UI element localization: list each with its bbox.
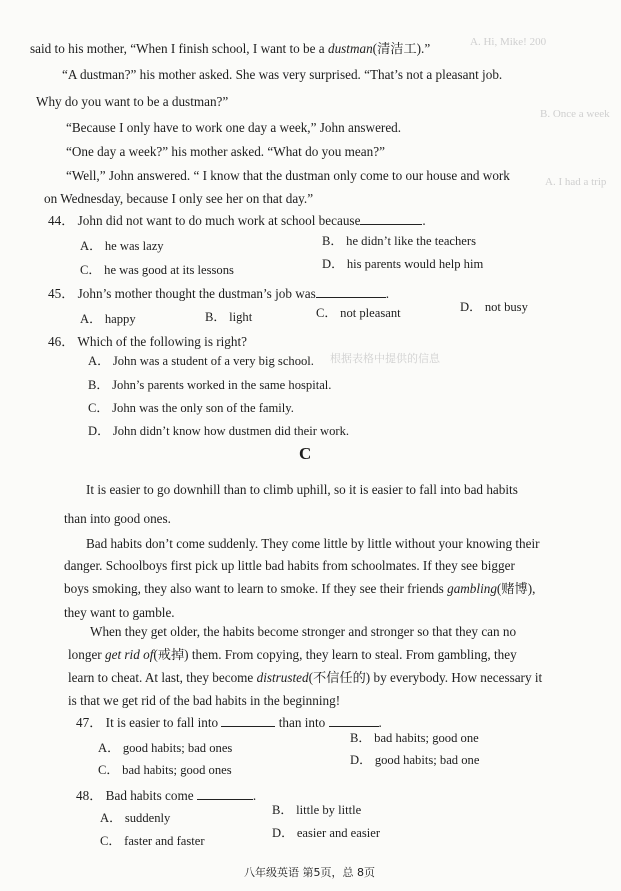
option-44-c[interactable]: C． he was good at its lessons bbox=[80, 263, 234, 277]
show-through-text: 根据表格中提供的信息 bbox=[330, 353, 440, 365]
passage-heading: C bbox=[299, 444, 312, 463]
passage-line: boys smoking, they also want to learn to smoke. If they see their friends gambling(赌博), bbox=[64, 581, 536, 596]
passage-line: When they get older, the habits become stronger and stronger so that they can no bbox=[90, 624, 517, 639]
show-through-text: B. Once a week bbox=[540, 108, 610, 120]
passage-line: they want to gamble. bbox=[64, 605, 175, 620]
passage-line: Why do you want to be a dustman?” bbox=[36, 94, 229, 109]
answer-blank[interactable] bbox=[316, 285, 386, 298]
option-46-c[interactable]: C． John was the only son of the family. bbox=[88, 401, 294, 415]
option-45-b[interactable]: B． light bbox=[205, 310, 253, 324]
answer-blank[interactable] bbox=[221, 714, 275, 727]
option-46-b[interactable]: B． John’s parents worked in the same hospital. bbox=[88, 378, 332, 392]
option-44-a[interactable]: A． he was lazy bbox=[80, 239, 164, 253]
question-47: 47． It is easier to fall into than into . bbox=[76, 715, 382, 730]
option-45-a[interactable]: A． happy bbox=[80, 312, 136, 326]
option-47-b[interactable]: B． bad habits; good one bbox=[350, 731, 479, 745]
option-48-d[interactable]: D． easier and easier bbox=[272, 826, 381, 840]
question-44: 44． John did not want to do much work at school because . bbox=[48, 213, 426, 228]
answer-blank[interactable] bbox=[197, 787, 253, 800]
show-through-text: A. Hi, Mike! 200 bbox=[470, 36, 547, 48]
show-through-text: A. I had a trip bbox=[545, 176, 607, 188]
answer-blank[interactable] bbox=[360, 212, 422, 225]
passage-line: “One day a week?” his mother asked. “What do you mean?” bbox=[66, 144, 385, 159]
answer-blank[interactable] bbox=[329, 714, 379, 727]
passage-line: learn to cheat. At last, they become distrusted(不信任的) by everybody. How necessary it bbox=[68, 670, 543, 685]
passage-line: is that we get rid of the bad habits in the beginning! bbox=[68, 693, 341, 708]
option-47-a[interactable]: A． good habits; bad ones bbox=[98, 741, 233, 755]
option-48-b[interactable]: B． little by little bbox=[272, 803, 362, 817]
option-47-c[interactable]: C． bad habits; good ones bbox=[98, 763, 232, 777]
passage-line: on Wednesday, because I only see her on that day.” bbox=[44, 191, 314, 206]
passage-line: “A dustman?” his mother asked. She was very surprised. “That’s not a pleasant job. bbox=[62, 67, 503, 82]
passage-line: “Well,” John answered. “ I know that the dustman only come to our house and work bbox=[66, 168, 510, 183]
passage-line: longer get rid of(戒掉) them. From copying, they learn to steal. From gambling, they bbox=[68, 647, 517, 662]
option-44-b[interactable]: B． he didn’t like the teachers bbox=[322, 234, 476, 248]
option-48-c[interactable]: C． faster and faster bbox=[100, 834, 205, 848]
option-47-d[interactable]: D． good habits; bad one bbox=[350, 753, 480, 767]
option-48-a[interactable]: A． suddenly bbox=[100, 811, 171, 825]
option-46-a[interactable]: A． John was a student of a very big school. bbox=[88, 354, 314, 368]
passage-line: “Because I only have to work one day a week,” John answered. bbox=[66, 120, 402, 135]
option-45-c[interactable]: C． not pleasant bbox=[316, 306, 401, 320]
option-45-d[interactable]: D． not busy bbox=[460, 300, 528, 314]
passage-line: said to his mother, “When I finish school, I want to be a dustman(清洁工).” bbox=[30, 41, 431, 56]
passage-line: than into good ones. bbox=[64, 511, 171, 526]
page-footer: 八年级英语 第5页，总 8页 bbox=[244, 866, 375, 879]
question-48: 48． Bad habits come . bbox=[76, 788, 257, 803]
option-44-d[interactable]: D． his parents would help him bbox=[322, 257, 484, 271]
passage-line: danger. Schoolboys first pick up little bad habits from schoolmates. If they see bigger bbox=[64, 558, 515, 573]
question-46: 46． Which of the following is right? bbox=[48, 334, 248, 349]
passage-line: It is easier to go downhill than to climb uphill, so it is easier to fall into bad habits bbox=[86, 482, 518, 497]
option-46-d[interactable]: D． John didn’t know how dustmen did their work. bbox=[88, 424, 350, 438]
passage-line: Bad habits don’t come suddenly. They come little by little without your knowing their bbox=[86, 536, 540, 551]
question-45: 45． John’s mother thought the dustman’s job was . bbox=[48, 286, 390, 301]
